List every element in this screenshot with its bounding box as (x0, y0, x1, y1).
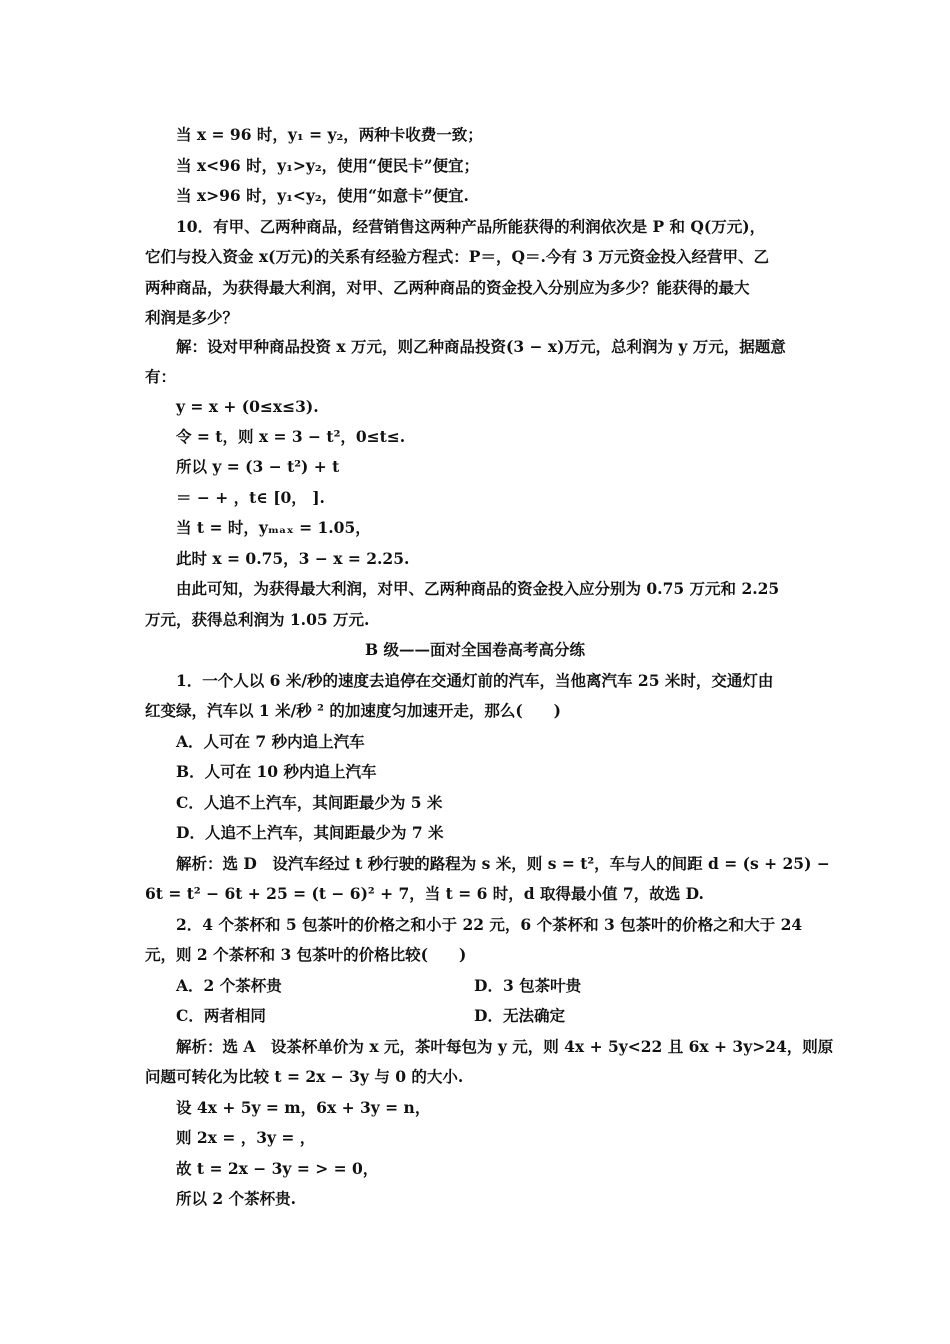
formula-line: y = x + (0≤x≤3). (176, 397, 319, 416)
formula-line: 当 t = 时，yₘₐₓ = 1.05， (176, 518, 371, 537)
formula-line: 所以 y = (3 − t²) + t (176, 457, 340, 476)
problem-10-text: 10．有甲、乙两种商品，经营销售这两种产品所能获得的利润依次是 P 和 Q(万元)， (176, 217, 766, 236)
option-d: D．无法确定 (474, 1006, 565, 1025)
analysis-text: 解析：选 D 设汽车经过 t 秒行驶的路程为 s 米，则 s = t²，车与人的间距 d = (s + 25) − (176, 854, 830, 873)
analysis-text: 解析：选 A 设茶杯单价为 x 元，茶叶每包为 y 元，则 4x + 5y<22 且 6x + 3y>24，则原 (176, 1037, 834, 1056)
text-line: 6t = t² − 6t + 25 = (t − 6)² + 7，当 t = 6 时，d 取得最小值 7，故选 D. (145, 884, 704, 903)
text-line: 当 x = 96 时，y₁ = y₂，两种卡收费一致； (176, 125, 483, 144)
text-line: 元，则 2 个茶杯和 3 包茶叶的价格比较( ) (145, 945, 467, 964)
text-line: 当 x>96 时，y₁<y₂，使用“如意卡”便宜. (176, 186, 469, 205)
section-heading: B 级——面对全国卷高考高分练 (365, 640, 585, 659)
option-a: A．2 个茶杯贵 (176, 976, 282, 995)
text-line: 它们与投入资金 x(万元)的关系有经验方程式：P＝，Q＝.今有 3 万元资金投入经营甲、乙 (145, 247, 769, 266)
text-line: 问题可转化为比较 t = 2x − 3y 与 0 的大小. (145, 1067, 464, 1086)
text-line: 万元，获得总利润为 1.05 万元. (145, 610, 370, 629)
solution-text: 解：设对甲种商品投资 x 万元，则乙种商品投资(3 − x)万元，总利润为 y 万元，据题意 (176, 337, 786, 356)
formula-line: 所以 2 个茶杯贵. (176, 1189, 296, 1208)
option-d: D．3 包茶叶贵 (474, 976, 582, 995)
formula-line: ＝ − + ，t∈ [0， ]. (176, 488, 325, 507)
formula-line: 则 2x = ，3y = ， (176, 1128, 316, 1147)
problem-2-text: 2．4 个茶杯和 5 包茶叶的价格之和小于 22 元，6 个茶杯和 3 包茶叶的价格之和大于 24 (176, 915, 803, 934)
option-d: D．人追不上汽车，其间距最少为 7 米 (176, 823, 444, 842)
text-line: 红变绿，汽车以 1 米/秒 ² 的加速度匀加速开走，那么( ) (145, 701, 561, 720)
formula-line: 令 = t，则 x = 3 − t²，0≤t≤. (176, 427, 406, 446)
formula-line: 此时 x = 0.75，3 − x = 2.25. (176, 549, 410, 568)
option-c: C．两者相同 (176, 1006, 266, 1025)
text-line: 两种商品，为获得最大利润，对甲、乙两种商品的资金投入分别应为多少？能获得的最大 (145, 278, 750, 297)
text-line: 当 x<96 时，y₁>y₂，使用“便民卡”便宜； (176, 156, 480, 175)
formula-line: 设 4x + 5y = m，6x + 3y = n， (176, 1098, 431, 1117)
problem-1-text: 1．一个人以 6 米/秒的速度去追停在交通灯前的汽车，当他离汽车 25 米时，交通灯由 (176, 671, 774, 690)
option-b: B．人可在 10 秒内追上汽车 (176, 762, 377, 781)
formula-line: 故 t = 2x − 3y = > = 0， (176, 1159, 379, 1178)
option-c: C．人追不上汽车，其间距最少为 5 米 (176, 793, 443, 812)
text-line: 利润是多少？ (145, 308, 239, 327)
conclusion-text: 由此可知，为获得最大利润，对甲、乙两种商品的资金投入应分别为 0.75 万元和 2.25 (176, 579, 780, 598)
option-a: A．人可在 7 秒内追上汽车 (176, 732, 365, 751)
text-line: 有： (145, 367, 177, 386)
